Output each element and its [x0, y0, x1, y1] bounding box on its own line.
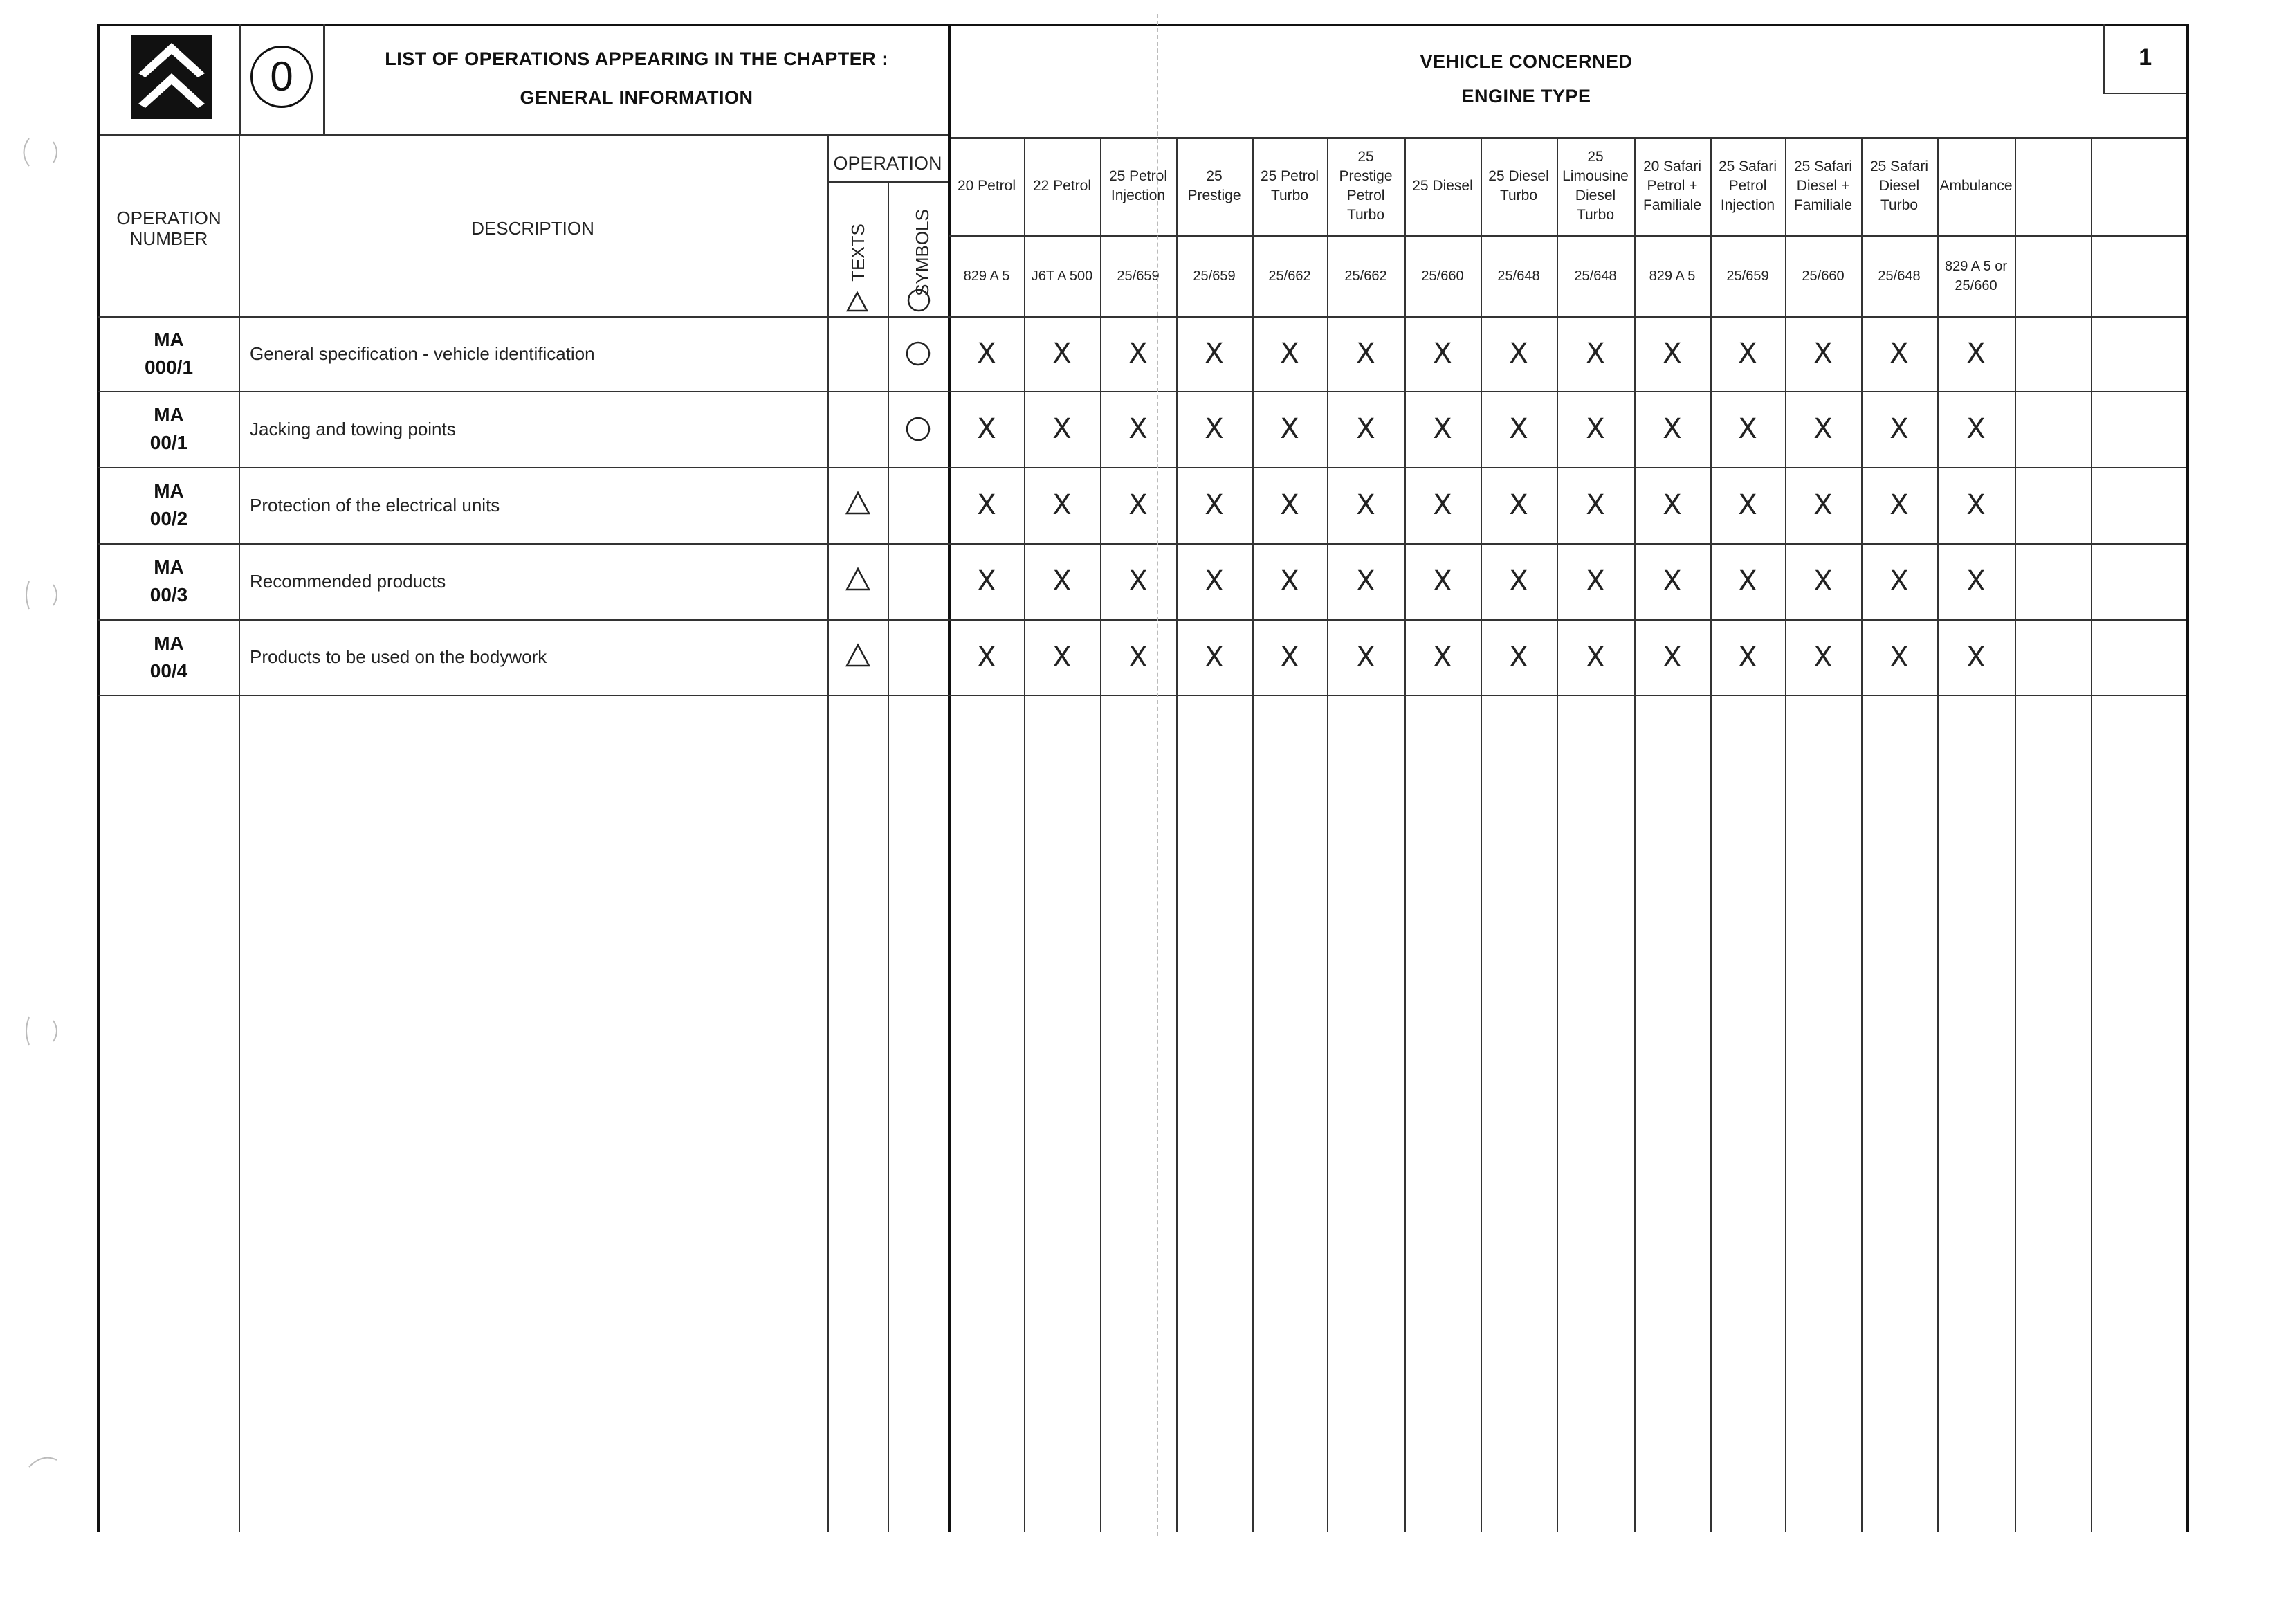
chapter-number-circle [250, 46, 313, 108]
applicability-mark: X [1966, 565, 1986, 597]
applicability-mark: X [1509, 413, 1528, 445]
applicability-mark: X [1509, 641, 1528, 673]
applicability-mark: X [1052, 489, 1072, 521]
applicability-mark: X [1586, 489, 1605, 521]
operation-id: 00/1 [149, 432, 188, 453]
applicability-mark: X [1280, 565, 1299, 597]
operation-id: 000/1 [144, 356, 194, 378]
applicability-mark: X [1966, 641, 1986, 673]
applicability-mark: X [1052, 338, 1072, 369]
vehicle-name: 25 Petrol Injection [1108, 168, 1168, 203]
operation-code: MA [154, 329, 184, 350]
engine-type: 25/659 [1726, 268, 1769, 284]
applicability-mark: X [1205, 413, 1224, 445]
engine-type: 829 A 5 or 25/660 [1944, 258, 2008, 293]
applicability-mark: X [1128, 338, 1148, 369]
applicability-mark: X [1813, 413, 1833, 445]
engine-type: 829 A 5 [1649, 268, 1696, 284]
operation-number [100, 316, 238, 391]
applicability-mark: X [1433, 338, 1452, 369]
fold-line [1157, 14, 1158, 1536]
vehicle-name: 22 Petrol [1032, 178, 1092, 194]
vehicle-name: 25 Limousine Diesel Turbo [1562, 149, 1629, 223]
applicability-mark: X [1356, 565, 1375, 597]
engine-type: 25/648 [1574, 268, 1617, 284]
applicability-mark: X [1509, 338, 1528, 369]
operation-id: 00/4 [149, 659, 188, 682]
operation-number [100, 619, 238, 695]
applicability-mark: X [977, 641, 996, 673]
applicability-mark: X [1738, 565, 1757, 597]
applicability-mark: X [1889, 565, 1909, 597]
binder-hole-mark [15, 1446, 64, 1488]
operation-code: MA [154, 632, 184, 654]
applicability-mark: X [1813, 565, 1833, 597]
vehicle-name: 25 Safari Petrol Injection [1718, 158, 1777, 213]
chapter-divider [323, 24, 325, 134]
vehicle-name: 20 Petrol [957, 178, 1016, 194]
applicability-mark: X [1205, 641, 1224, 673]
operation-number [100, 467, 238, 543]
double-chevron-icon [131, 35, 212, 119]
vehicle-col-divider [2091, 137, 2092, 1532]
engine-type: J6T A 500 [1031, 268, 1093, 284]
engine-type: 25/662 [1344, 268, 1387, 284]
applicability-mark: X [1889, 489, 1909, 521]
applicability-mark: X [1128, 641, 1148, 673]
header-title-line1: LIST OF OPERATIONS APPEARING IN THE CHAPTER : [385, 48, 888, 69]
operation-number [100, 543, 238, 619]
applicability-mark: X [1356, 489, 1375, 521]
applicability-mark: X [1128, 489, 1148, 521]
vehicle-name: 25 Petrol Turbo [1260, 168, 1319, 203]
applicability-mark: X [1052, 565, 1072, 597]
engine-type: 829 A 5 [963, 268, 1010, 284]
engine-type: 25/660 [1421, 268, 1464, 284]
citroen-logo [131, 35, 212, 119]
operation-number-header: OPERATION NUMBER [116, 208, 221, 249]
operation-description: Jacking and towing points [250, 418, 456, 439]
applicability-mark: X [1738, 338, 1757, 369]
operation-number [100, 391, 238, 467]
applicability-mark: X [977, 489, 996, 521]
applicability-mark: X [1280, 641, 1299, 673]
applicability-mark: X [1356, 641, 1375, 673]
vehicle-name: Ambulance [1939, 178, 2013, 194]
vehicle-name: 25 Diesel [1412, 178, 1473, 194]
applicability-mark: X [1205, 338, 1224, 369]
applicability-mark: X [1966, 413, 1986, 445]
page-number-box-bottom [2103, 93, 2186, 94]
vehicle-name: 25 Prestige Petrol Turbo [1339, 149, 1393, 223]
applicability-mark: X [1813, 338, 1833, 369]
applicability-mark: X [1433, 641, 1452, 673]
vehicle-header-mid-line [949, 235, 2186, 237]
engine-type: 25/659 [1117, 268, 1160, 284]
page-number: 1 [2139, 44, 2152, 71]
logo-divider [239, 24, 241, 134]
applicability-mark: X [1356, 338, 1375, 369]
binder-hole-mark [15, 1010, 64, 1052]
chapter-number: 0 [270, 53, 293, 100]
operation-id: 00/2 [149, 508, 188, 529]
applicability-mark: X [1128, 565, 1148, 597]
vehicle-name: 25 Safari Diesel + Familiale [1793, 158, 1853, 213]
vehicle-name: 25 Prestige [1187, 168, 1241, 203]
center-divider [948, 24, 951, 1532]
applicability-mark: X [1966, 338, 1986, 369]
applicability-mark: X [1128, 413, 1148, 445]
applicability-mark: X [977, 413, 996, 445]
operation-description: Recommended products [250, 570, 446, 592]
operation-header: OPERATION [833, 152, 942, 174]
vehicle-name: 25 Safari Diesel Turbo [1869, 158, 1929, 213]
applicability-mark: X [1052, 413, 1072, 445]
header-bottom-line-left [98, 134, 949, 136]
applicability-mark: X [1966, 489, 1986, 521]
circle-icon [904, 415, 932, 443]
applicability-mark: X [1813, 489, 1833, 521]
operation-code: MA [154, 556, 184, 578]
triangle-icon [845, 291, 869, 313]
header-title-line2: GENERAL INFORMATION [520, 87, 753, 108]
applicability-mark: X [1663, 489, 1682, 521]
applicability-mark: X [1813, 641, 1833, 673]
applicability-mark: X [977, 565, 996, 597]
header-bottom-line-right [949, 137, 2188, 139]
applicability-mark: X [1586, 641, 1605, 673]
applicability-mark: X [1433, 489, 1452, 521]
symbols-header: SYMBOLS [912, 209, 933, 296]
applicability-mark: X [1280, 338, 1299, 369]
applicability-mark: X [1433, 565, 1452, 597]
applicability-mark: X [1738, 641, 1757, 673]
applicability-mark: X [1205, 489, 1224, 521]
triangle-icon [844, 490, 872, 518]
table-row-line [98, 695, 2186, 696]
applicability-mark: X [1738, 489, 1757, 521]
applicability-mark: X [1663, 338, 1682, 369]
triangle-icon [844, 642, 872, 670]
engine-type: 25/648 [1497, 268, 1540, 284]
applicability-mark: X [1586, 338, 1605, 369]
description-header: DESCRIPTION [471, 217, 594, 239]
applicability-mark: X [1586, 565, 1605, 597]
applicability-mark: X [977, 338, 996, 369]
circle-icon [904, 340, 932, 367]
texts-header: TEXTS [848, 223, 868, 282]
applicability-mark: X [1663, 641, 1682, 673]
applicability-mark: X [1889, 641, 1909, 673]
frame-right-line [2186, 24, 2189, 1532]
operation-description: Protection of the electrical units [250, 494, 500, 516]
vehicle-col-divider [2015, 137, 2016, 1532]
applicability-mark: X [1586, 413, 1605, 445]
applicability-mark: X [1205, 565, 1224, 597]
left-col-divider-3 [888, 181, 889, 1532]
applicability-mark: X [1509, 565, 1528, 597]
vehicle-concerned-title: VEHICLE CONCERNED [1420, 51, 1633, 72]
engine-type-title: ENGINE TYPE [1461, 86, 1591, 107]
vehicle-name: 20 Safari Petrol + Familiale [1642, 158, 1702, 213]
engine-type: 25/660 [1802, 268, 1845, 284]
operation-description: Products to be used on the bodywork [250, 646, 547, 667]
applicability-mark: X [1052, 641, 1072, 673]
applicability-mark: X [1663, 413, 1682, 445]
applicability-mark: X [1889, 338, 1909, 369]
binder-hole-mark [15, 131, 64, 173]
applicability-mark: X [1663, 565, 1682, 597]
operation-description: General specification - vehicle identification [250, 343, 595, 364]
operation-id: 00/3 [149, 584, 188, 605]
binder-hole-mark [15, 574, 64, 616]
frame-top-line [98, 24, 2188, 26]
operation-code: MA [154, 480, 184, 502]
applicability-mark: X [1280, 413, 1299, 445]
circle-icon [906, 288, 931, 313]
applicability-mark: X [1889, 413, 1909, 445]
operation-code: MA [154, 404, 184, 426]
applicability-mark: X [1509, 489, 1528, 521]
applicability-mark: X [1356, 413, 1375, 445]
applicability-mark: X [1433, 413, 1452, 445]
operation-header-underline [827, 181, 948, 183]
engine-type: 25/659 [1193, 268, 1236, 284]
vehicle-name: 25 Diesel Turbo [1488, 168, 1549, 203]
engine-type: 25/648 [1878, 268, 1921, 284]
applicability-mark: X [1738, 413, 1757, 445]
applicability-mark: X [1280, 489, 1299, 521]
engine-type: 25/662 [1268, 268, 1311, 284]
triangle-icon [844, 566, 872, 594]
